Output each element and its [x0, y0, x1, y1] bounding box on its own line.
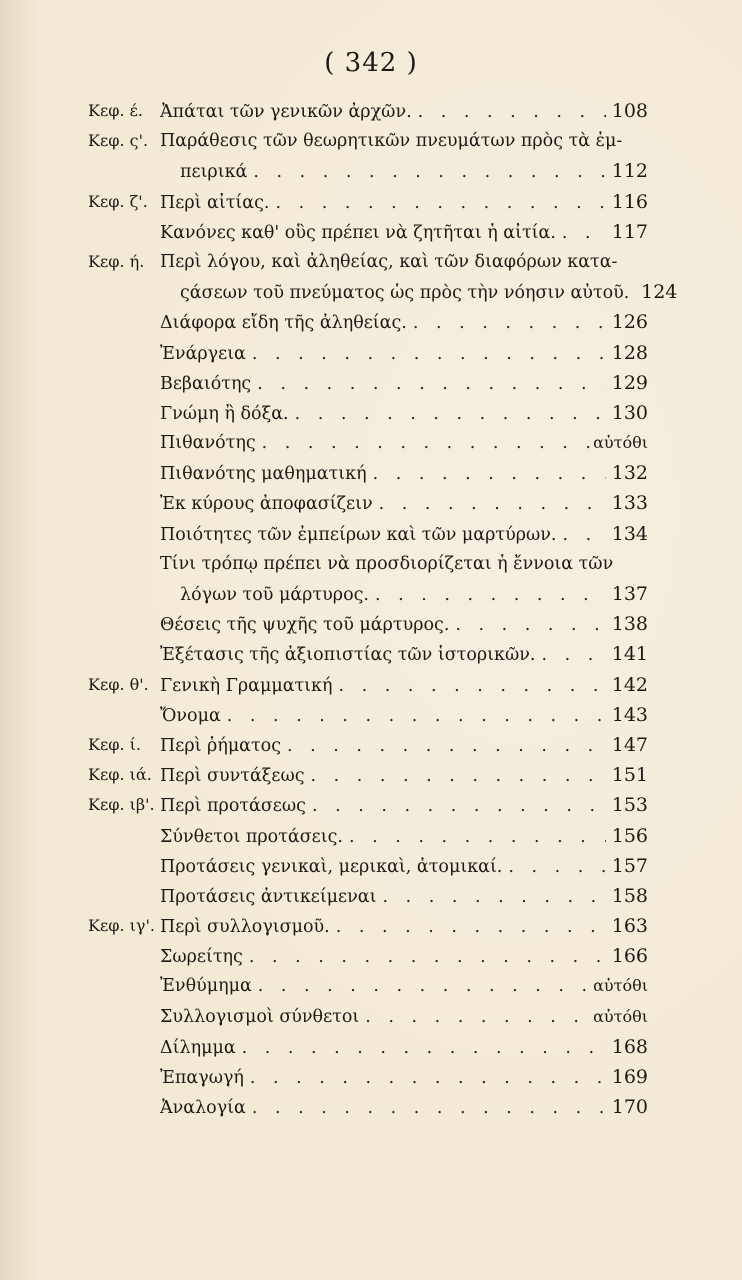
dot-leader	[535, 640, 606, 670]
page-ref: 147	[611, 733, 648, 756]
page-ref: 137	[611, 583, 648, 605]
page-ref: 126	[611, 311, 648, 334]
entry-title: ςάσεων τοῦ πνεύματος ὡς πρὸς τὴν νόησιν αὐτοῦ.	[180, 283, 630, 304]
dot-leader	[359, 1002, 593, 1032]
page-ref: 151	[611, 764, 648, 787]
dot-leader	[256, 428, 593, 458]
entry-title: Ἐξέτασις τῆς ἀξιοπιστίας τῶν ἱστορικῶν.	[160, 645, 536, 666]
dot-leader	[306, 791, 606, 821]
dot-leader	[236, 1033, 606, 1063]
toc-entry	[160, 488, 648, 519]
dot-leader	[246, 1093, 606, 1123]
page-ref: αὐτόθι	[593, 976, 648, 996]
toc-row	[88, 730, 648, 760]
toc-entry	[160, 458, 648, 489]
dot-leader	[330, 912, 606, 942]
page-ref: 170	[611, 1096, 648, 1119]
toc-entry	[160, 790, 648, 821]
dot-leader	[244, 1063, 606, 1093]
page-ref: 112	[611, 160, 648, 183]
page-ref: 134	[611, 522, 648, 545]
dot-leader	[449, 610, 606, 640]
entry-title: Ἐνάργεια	[160, 343, 246, 364]
entry-title: Γενικὴ Γραμματική	[160, 675, 333, 696]
dot-leader	[251, 369, 606, 399]
page-ref: 142	[611, 673, 648, 696]
dot-leader	[373, 489, 606, 519]
dot-leader	[243, 942, 606, 972]
entry-title: Περὶ προτάσεως	[160, 796, 306, 817]
toc-row	[88, 126, 648, 156]
dot-leader	[281, 731, 606, 761]
dot-leader	[376, 882, 606, 912]
entry-title: Περὶ συντάξεως	[160, 766, 305, 787]
toc-row	[88, 307, 648, 337]
toc-entry	[160, 1002, 648, 1032]
page-ref: αὐτόθι	[593, 1006, 648, 1026]
toc-entry	[160, 217, 648, 248]
toc-entry	[160, 428, 648, 458]
page-ref: 166	[611, 945, 648, 968]
toc-entry	[160, 398, 648, 429]
toc-row	[88, 851, 648, 881]
toc-entry	[160, 1062, 648, 1093]
page-ref: 132	[611, 462, 648, 485]
chapter-label: Κεφ. θ'.	[88, 674, 149, 694]
chapter-label: Κεφ. ς'.	[88, 131, 149, 151]
toc-entry	[160, 639, 648, 670]
entry-title: Γνώμη ἢ δόξα.	[160, 403, 289, 424]
entry-title: Σύνθετοι προτάσεις.	[160, 826, 343, 847]
table-of-contents	[88, 96, 678, 1122]
entry-title: Δίλημμα	[160, 1037, 236, 1058]
toc-entry	[160, 760, 648, 791]
entry-title: Πιθανότης μαθηματική	[160, 464, 367, 485]
dot-leader	[369, 580, 606, 610]
toc-row	[88, 519, 648, 549]
toc-row	[88, 1002, 648, 1032]
chapter-label: Κεφ. ζ'.	[88, 191, 148, 211]
toc-row	[88, 338, 648, 368]
entry-title: Περὶ συλλογισμοῦ.	[160, 917, 330, 938]
page-ref: 116	[611, 190, 648, 213]
chapter-label: Κεφ. ή.	[88, 251, 145, 271]
entry-title: Συλλογισμοὶ σύνθετοι	[160, 1006, 360, 1027]
toc-entry	[160, 609, 648, 640]
page-ref: 153	[611, 794, 648, 817]
page-ref: 117	[611, 220, 648, 243]
toc-entry	[160, 549, 648, 579]
entry-title: Ἐπαγωγή	[160, 1068, 244, 1088]
toc-entry	[160, 338, 648, 369]
dot-leader	[269, 188, 606, 218]
chapter-label: Κεφ. έ.	[88, 101, 143, 120]
toc-entry	[160, 730, 648, 761]
page-ref: 141	[611, 643, 648, 666]
page-ref: 130	[611, 401, 648, 424]
toc-row	[88, 579, 648, 609]
toc-row	[88, 639, 648, 669]
toc-row	[88, 1062, 648, 1092]
toc-row	[88, 488, 648, 518]
dot-leader	[556, 218, 606, 248]
page-ref: 163	[611, 915, 648, 938]
toc-entry	[180, 277, 678, 308]
page-ref: 157	[611, 854, 648, 877]
page-ref: 124	[641, 281, 678, 304]
toc-row	[88, 156, 648, 186]
toc-row	[88, 96, 648, 126]
dot-leader	[246, 339, 606, 369]
entry-title: Περὶ ῥήματος	[160, 735, 282, 756]
toc-row	[88, 428, 648, 458]
toc-row	[88, 458, 648, 488]
dot-leader	[332, 671, 606, 701]
toc-entry	[160, 911, 648, 942]
toc-row	[88, 821, 648, 851]
page-ref: αὐτόθι	[593, 433, 648, 453]
chapter-label: Κεφ. ί.	[88, 734, 141, 754]
toc-row	[88, 1032, 648, 1062]
dot-leader	[221, 701, 606, 731]
dot-leader	[252, 971, 593, 1001]
dot-leader	[247, 157, 606, 187]
toc-entry	[160, 96, 648, 127]
toc-row	[88, 971, 648, 1001]
toc-entry	[160, 187, 648, 218]
toc-row	[88, 941, 648, 971]
page-ref: 169	[611, 1066, 648, 1088]
page-ref: 143	[611, 703, 648, 726]
toc-row	[88, 187, 648, 217]
toc-row	[88, 368, 648, 398]
toc-entry	[160, 670, 648, 701]
toc-entry	[180, 579, 648, 610]
chapter-label: Κεφ. ιγ'.	[88, 916, 155, 936]
entry-title: Προτάσεις γενικαὶ, μερικαὶ, ἀτομικαί.	[160, 856, 503, 877]
entry-title: πειρικά	[180, 162, 248, 183]
entry-title: Βεβαιότης	[160, 373, 252, 394]
entry-title: Ἐκ κύρους ἀποφασίζειν	[160, 494, 373, 515]
toc-entry	[160, 307, 648, 338]
entry-title: Ἐνθύμημα	[160, 976, 252, 997]
toc-row	[88, 398, 648, 428]
toc-entry	[160, 941, 648, 972]
toc-entry	[160, 368, 648, 399]
entry-title: Τίνι τρόπῳ πρέπει νὰ προσδιορίζεται ἡ ἔννοια τῶν	[160, 553, 614, 574]
page-ref: 128	[611, 341, 648, 364]
toc-row	[88, 670, 648, 700]
page-number: ( 342 )	[324, 48, 418, 78]
dot-leader	[289, 399, 606, 429]
toc-row	[88, 549, 648, 579]
page-ref: 133	[611, 492, 648, 515]
entry-title: Ἀπάται τῶν γενικῶν ἀρχῶν.	[160, 102, 412, 122]
dot-leader	[367, 459, 606, 489]
entry-title: Περὶ λόγου, καὶ ἀληθείας, καὶ τῶν διαφόρων κατα-	[160, 251, 618, 272]
dot-leader	[412, 97, 606, 127]
page-ref: 138	[611, 613, 648, 636]
toc-row	[88, 760, 648, 790]
dot-leader	[407, 308, 606, 338]
toc-row	[88, 609, 648, 639]
toc-entry	[160, 700, 648, 731]
toc-entry	[160, 1092, 648, 1123]
toc-row	[88, 277, 678, 307]
toc-entry	[180, 156, 648, 187]
toc-row	[88, 911, 648, 941]
page-ref: 129	[611, 371, 648, 394]
toc-row	[88, 881, 648, 911]
toc-entry	[160, 1032, 648, 1063]
page-ref: 168	[611, 1035, 648, 1058]
toc-entry	[160, 247, 648, 277]
toc-entry	[160, 821, 648, 852]
page-ref: 158	[611, 884, 648, 907]
dot-leader	[343, 822, 606, 852]
toc-entry	[160, 519, 648, 550]
dot-leader	[502, 852, 606, 882]
entry-title: Ὄνομα	[160, 705, 221, 726]
entry-title: λόγων τοῦ μάρτυρος.	[180, 585, 369, 605]
entry-title: Σωρείτης	[160, 947, 243, 968]
dot-leader	[305, 761, 606, 791]
entry-title: Διάφορα εἴδη τῆς ἀληθείας.	[160, 313, 407, 334]
entry-title: Παράθεσις τῶν θεωρητικῶν πνευμάτων πρὸς τὰ ἐμ-	[160, 131, 623, 152]
toc-entry	[160, 971, 648, 1001]
toc-row	[88, 217, 648, 247]
dot-leader	[556, 520, 606, 550]
page-ref: 108	[611, 100, 648, 122]
toc-row	[88, 700, 648, 730]
toc-row	[88, 790, 648, 820]
entry-title: Κανόνες καθ' οὓς πρέπει νὰ ζητῆται ἡ αἰτία.	[160, 222, 556, 243]
entry-title: Πιθανότης	[160, 433, 256, 454]
entry-title: Προτάσεις ἀντικείμεναι	[160, 886, 377, 907]
toc-row	[88, 247, 648, 277]
toc-row	[88, 1092, 648, 1122]
toc-entry	[160, 851, 648, 882]
entry-title: Περὶ αἰτίας.	[160, 192, 270, 213]
toc-entry	[160, 881, 648, 912]
chapter-label: Κεφ. ιά.	[88, 765, 152, 785]
entry-title: Ἀναλογία	[160, 1098, 246, 1119]
entry-title: Θέσεις τῆς ψυχῆς τοῦ μάρτυρος.	[160, 615, 450, 636]
entry-title: Ποιότητες τῶν ἐμπείρων καὶ τῶν μαρτύρων.	[160, 524, 557, 545]
chapter-label: Κεφ. ιβ'.	[88, 795, 155, 815]
toc-entry	[160, 126, 648, 156]
page-ref: 156	[611, 824, 648, 847]
